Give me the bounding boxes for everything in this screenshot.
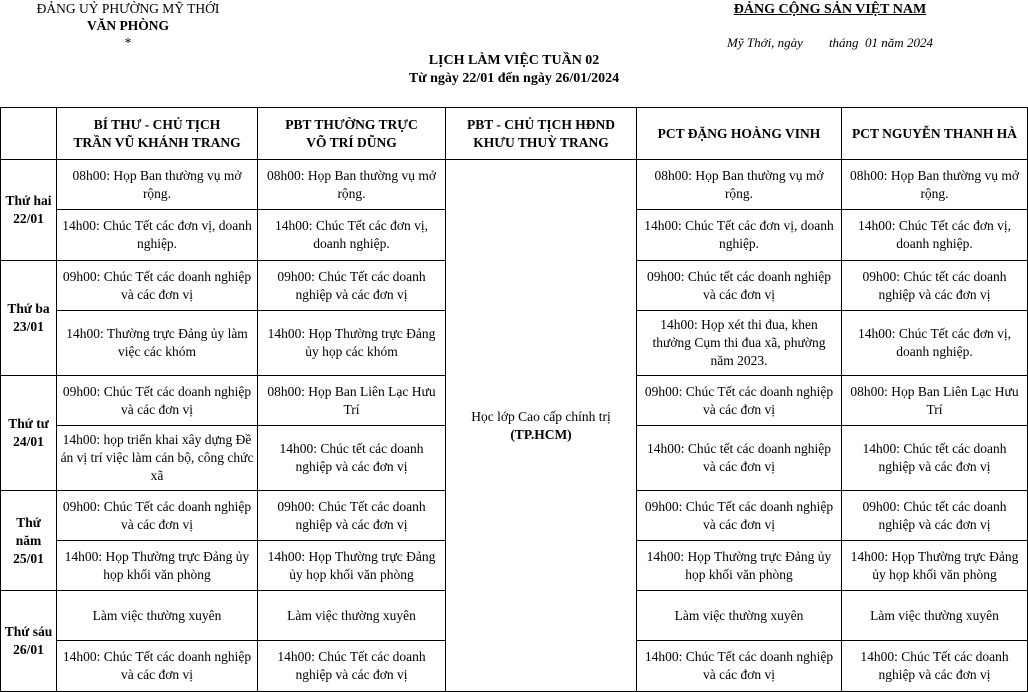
column-header: PBT - CHỦ TỊCH HĐND KHƯU THUỲ TRANG	[446, 108, 637, 160]
schedule-cell: 14h00: Chúc Tết các đơn vị, doanh nghiệp.	[842, 311, 1028, 376]
schedule-cell: 09h00: Chúc Tết các doanh nghiệp và các đơn vị	[57, 491, 258, 541]
schedule-cell: 14h00: Chúc Tết các doanh nghiệp và các đơn vị	[57, 641, 258, 692]
schedule-cell: 09h00: Chúc tết các doanh nghiệp và các đơn vị	[842, 261, 1028, 311]
schedule-cell: Làm việc thường xuyên	[57, 591, 258, 641]
day-cell: Thứ ba 23/01	[1, 261, 57, 376]
schedule-cell: 08h00: Họp Ban Liên Lạc Hưu Trí	[842, 376, 1028, 426]
schedule-cell: 14h00: họp triển khai xây dựng Đề án vị trí việc làm cán bộ, công chức xã	[57, 426, 258, 491]
org-name: ĐẢNG UỶ PHƯỜNG MỸ THỚI	[36, 1, 220, 16]
schedule-cell: 14h00: Thường trực Đảng ủy làm việc các khóm	[57, 311, 258, 376]
office-name: VĂN PHÒNG	[86, 18, 170, 33]
schedule-cell: 09h00: Chúc Tết các doanh nghiệp và các đơn vị	[57, 261, 258, 311]
day-cell: Thứ năm 25/01	[1, 491, 57, 591]
schedule-cell: Làm việc thường xuyên	[842, 591, 1028, 641]
schedule-cell: 09h00: Chúc Tết các doanh nghiệp và các đơn vị	[637, 491, 842, 541]
table-row	[1, 160, 1028, 210]
schedule-cell: 08h00: Họp Ban thường vụ mở rộng.	[258, 160, 446, 210]
day-cell: Thứ hai 22/01	[1, 160, 57, 261]
date-range: Từ ngày 22/01 đến ngày 26/01/2024	[408, 71, 620, 86]
day-cell: Thứ sáu 26/01	[1, 591, 57, 692]
schedule-cell: 14h00: Họp Thường trực Đảng ủy họp khối văn phòng	[842, 541, 1028, 591]
schedule-cell: 14h00: Chúc tết các doanh nghiệp và các đơn vị	[842, 426, 1028, 491]
schedule-cell: 08h00: Họp Ban thường vụ mở rộng.	[637, 160, 842, 210]
party-name: ĐẢNG CỘNG SẢN VIỆT NAM	[733, 2, 927, 17]
schedule-cell: 14h00: Chúc Tết các đơn vị, doanh nghiệp.	[258, 210, 446, 261]
column-header: PBT THƯỜNG TRỰC VÕ TRÍ DŨNG	[258, 108, 446, 160]
column-header: PCT NGUYỄN THANH HÀ	[842, 108, 1028, 160]
schedule-cell: Làm việc thường xuyên	[637, 591, 842, 641]
column-header: PCT ĐẶNG HOÀNG VINH	[637, 108, 842, 160]
schedule-cell: 14h00: Chúc tết các doanh nghiệp và các đơn vị	[258, 426, 446, 491]
merged-schedule-cell: Học lớp Cao cấp chính trị (TP.HCM)	[446, 160, 637, 692]
header-left	[0, 0, 256, 51]
schedule-cell: 09h00: Chúc Tết các doanh nghiệp và các đơn vị	[258, 491, 446, 541]
schedule-cell: 14h00: Họp Thường trực Đảng ủy họp các khóm	[258, 311, 446, 376]
schedule-cell: 14h00: Chúc Tết các doanh nghiệp và các đơn vị	[842, 641, 1028, 692]
schedule-cell: 08h00: Họp Ban Liên Lạc Hưu Trí	[258, 376, 446, 426]
corner-cell	[1, 108, 57, 160]
schedule-cell: 14h00: Chúc tết các doanh nghiệp và các đơn vị	[637, 426, 842, 491]
asterisk-mark: *	[124, 35, 132, 50]
schedule-cell: 09h00: Chúc Tết các doanh nghiệp và các đơn vị	[637, 376, 842, 426]
schedule-cell: 08h00: Họp Ban thường vụ mở rộng.	[57, 160, 258, 210]
schedule-cell: 09h00: Chúc tết các doanh nghiệp và các đơn vị	[842, 491, 1028, 541]
schedule-cell: 14h00: Chúc Tết các đơn vị, doanh nghiệp.	[637, 210, 842, 261]
header-row	[1, 108, 1028, 160]
schedule-table	[0, 107, 1028, 692]
schedule-cell: 09h00: Chúc Tết các doanh nghiệp và các đơn vị	[57, 376, 258, 426]
schedule-cell: Làm việc thường xuyên	[258, 591, 446, 641]
schedule-cell: 14h00: Chúc Tết các doanh nghiệp và các đơn vị	[258, 641, 446, 692]
document-date: Mỹ Thới, ngày tháng 01 năm 2024	[727, 35, 933, 50]
schedule-cell: 08h00: Họp Ban thường vụ mở rộng.	[842, 160, 1028, 210]
schedule-cell: 14h00: Chúc Tết các đơn vị, doanh nghiệp.	[57, 210, 258, 261]
schedule-cell: 09h00: Chúc tết các doanh nghiệp và các đơn vị	[637, 261, 842, 311]
schedule-cell: 14h00: Chúc Tết các doanh nghiệp và các đơn vị	[637, 641, 842, 692]
day-cell: Thứ tư 24/01	[1, 376, 57, 491]
schedule-cell: 09h00: Chúc Tết các doanh nghiệp và các đơn vị	[258, 261, 446, 311]
schedule-cell: 14h00: Họp Thường trực Đảng ủy họp khối văn phòng	[637, 541, 842, 591]
document-title	[0, 52, 1028, 88]
schedule-cell: 14h00: Họp Thường trực Đảng ủy họp khối văn phòng	[258, 541, 446, 591]
header-right	[700, 0, 960, 51]
title-line: LỊCH LÀM VIỆC TUẦN 02	[428, 53, 600, 68]
schedule-cell: 14h00: Chúc Tết các đơn vị, doanh nghiệp.	[842, 210, 1028, 261]
schedule-cell: 14h00: Họp xét thi đua, khen thưởng Cụm thi đua xã, phường năm 2023.	[637, 311, 842, 376]
column-header: BÍ THƯ - CHỦ TỊCH TRẦN VŨ KHÁNH TRANG	[57, 108, 258, 160]
schedule-cell: 14h00: Họp Thường trực Đảng ủy họp khối văn phòng	[57, 541, 258, 591]
